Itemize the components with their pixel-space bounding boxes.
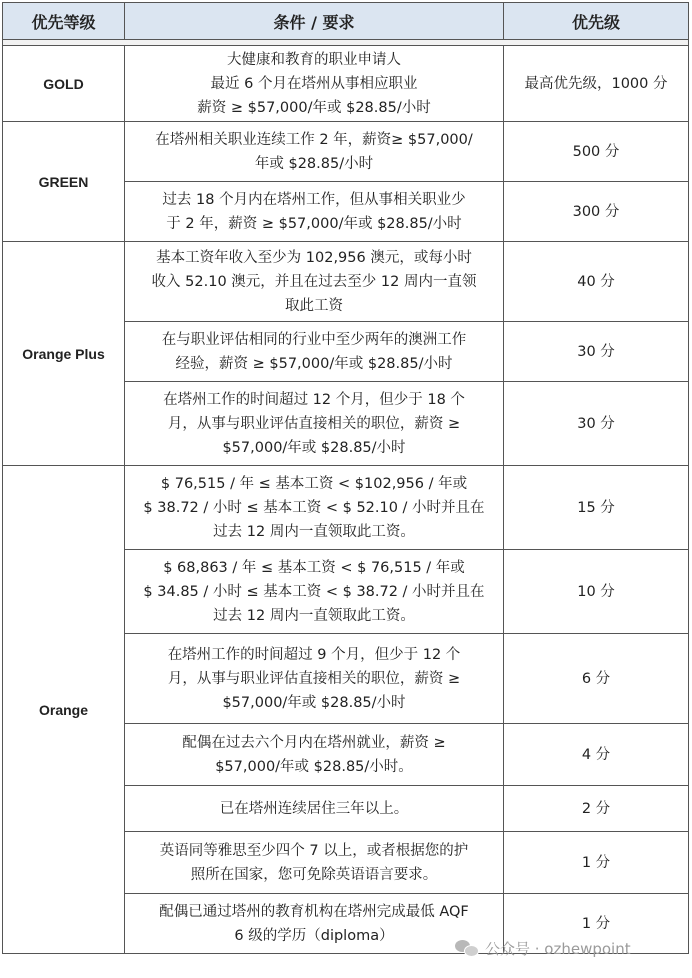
condition-cell <box>125 634 504 724</box>
condition-line: 收入 52.10 澳元，并且在过去至少 12 周内一直领 <box>151 273 477 290</box>
table-row <box>3 242 689 322</box>
condition-cell <box>125 832 504 894</box>
condition-line: 在塔州工作的时间超过 12 个月，但少于 18 个 <box>163 391 465 408</box>
points-cell: 15 分 <box>504 466 689 550</box>
wechat-icon <box>455 938 479 958</box>
table-row <box>3 466 689 550</box>
condition-line: 6 级的学历（diploma） <box>234 927 394 944</box>
condition-line: 过去 12 周内一直领取此工资。 <box>213 607 415 624</box>
condition-line: 在塔州工作的时间超过 9 个月，但少于 12 个 <box>167 646 461 663</box>
condition-line: 在塔州相关职业连续工作 2 年，薪资≥ $57,000/ <box>155 131 473 148</box>
header-priority-level: 优先等级 <box>3 3 125 40</box>
condition-line: 取此工资 <box>285 297 343 314</box>
points-cell: 1 分 <box>504 894 689 954</box>
level-orange: Orange <box>3 466 125 954</box>
condition-line: $57,000/年或 $28.85/小时 <box>222 439 406 456</box>
condition-line: 最近 6 个月在塔州从事相应职业 <box>210 75 418 92</box>
condition-cell <box>125 466 504 550</box>
condition-line: $ 38.72 / 小时 ≤ 基本工资 < $ 52.10 / 小时并且在 <box>143 499 485 516</box>
condition-line: 照所在国家，您可免除英语语言要求。 <box>190 866 438 883</box>
watermark <box>455 933 631 963</box>
condition-cell <box>125 242 504 322</box>
points-cell: 4 分 <box>504 724 689 786</box>
points-cell: 2 分 <box>504 786 689 832</box>
table-row <box>3 122 689 182</box>
condition-line: 月，从事与职业评估直接相关的职位，薪资 ≥ <box>167 415 461 432</box>
condition-line: 英语同等雅思至少四个 7 以上，或者根据您的护 <box>159 842 469 859</box>
priority-table <box>2 2 689 954</box>
condition-line: 大健康和教育的职业申请人 <box>227 51 401 68</box>
table-header-row <box>3 3 689 40</box>
condition-line: 于 2 年，薪资 ≥ $57,000/年或 $28.85/小时 <box>166 215 462 232</box>
condition-line: $ 76,515 / 年 ≤ 基本工资 < $102,956 / 年或 <box>160 475 468 492</box>
points-cell: 10 分 <box>504 550 689 634</box>
condition-cell <box>125 786 504 832</box>
condition-cell <box>125 122 504 182</box>
condition-cell <box>125 182 504 242</box>
points-cell: 30 分 <box>504 322 689 382</box>
points-cell: 6 分 <box>504 634 689 724</box>
header-priority: 优先级 <box>504 3 689 40</box>
points-cell: 30 分 <box>504 382 689 466</box>
condition-line: 配偶已通过塔州的教育机构在塔州完成最低 AQF <box>159 903 469 920</box>
condition-line: $ 68,863 / 年 ≤ 基本工资 < $ 76,515 / 年或 <box>163 559 465 576</box>
table-row <box>3 46 689 122</box>
condition-line: 配偶在过去六个月内在塔州就业，薪资 ≥ <box>182 734 446 751</box>
points-cell: 300 分 <box>504 182 689 242</box>
points-cell: 500 分 <box>504 122 689 182</box>
condition-line: $ 34.85 / 小时 ≤ 基本工资 < $ 38.72 / 小时并且在 <box>143 583 485 600</box>
condition-line: $57,000/年或 $28.85/小时 <box>222 694 406 711</box>
points-cell: 40 分 <box>504 242 689 322</box>
condition-line: 年或 $28.85/小时 <box>254 155 374 172</box>
condition-cell <box>125 382 504 466</box>
condition-line: 月，从事与职业评估直接相关的职位，薪资 ≥ <box>167 670 461 687</box>
condition-cell <box>125 46 504 122</box>
condition-cell <box>125 322 504 382</box>
condition-cell <box>125 724 504 786</box>
header-conditions: 条件 / 要求 <box>125 3 504 40</box>
level-orange-plus: Orange Plus <box>3 242 125 466</box>
condition-line: 在与职业评估相同的行业中至少两年的澳洲工作 <box>161 331 467 348</box>
points-cell: 最高优先级，1000 分 <box>504 46 689 122</box>
condition-line: 经验，薪资 ≥ $57,000/年或 $28.85/小时 <box>175 355 453 372</box>
condition-line: 薪资 ≥ $57,000/年或 $28.85/小时 <box>197 99 431 116</box>
condition-line: $57,000/年或 $28.85/小时。 <box>215 758 413 775</box>
condition-cell <box>125 894 504 954</box>
points-cell: 1 分 <box>504 832 689 894</box>
condition-line: 过去 12 周内一直领取此工资。 <box>213 523 415 540</box>
watermark-text: 公众号 · ozhewpoint <box>485 939 631 958</box>
condition-cell <box>125 550 504 634</box>
level-gold: GOLD <box>3 46 125 122</box>
condition-line: 过去 18 个月内在塔州工作，但从事相关职业少 <box>162 191 466 208</box>
level-green: GREEN <box>3 122 125 242</box>
condition-line: 基本工资年收入至少为 102,956 澳元，或每小时 <box>156 249 472 266</box>
condition-line: 已在塔州连续居住三年以上。 <box>219 800 409 817</box>
